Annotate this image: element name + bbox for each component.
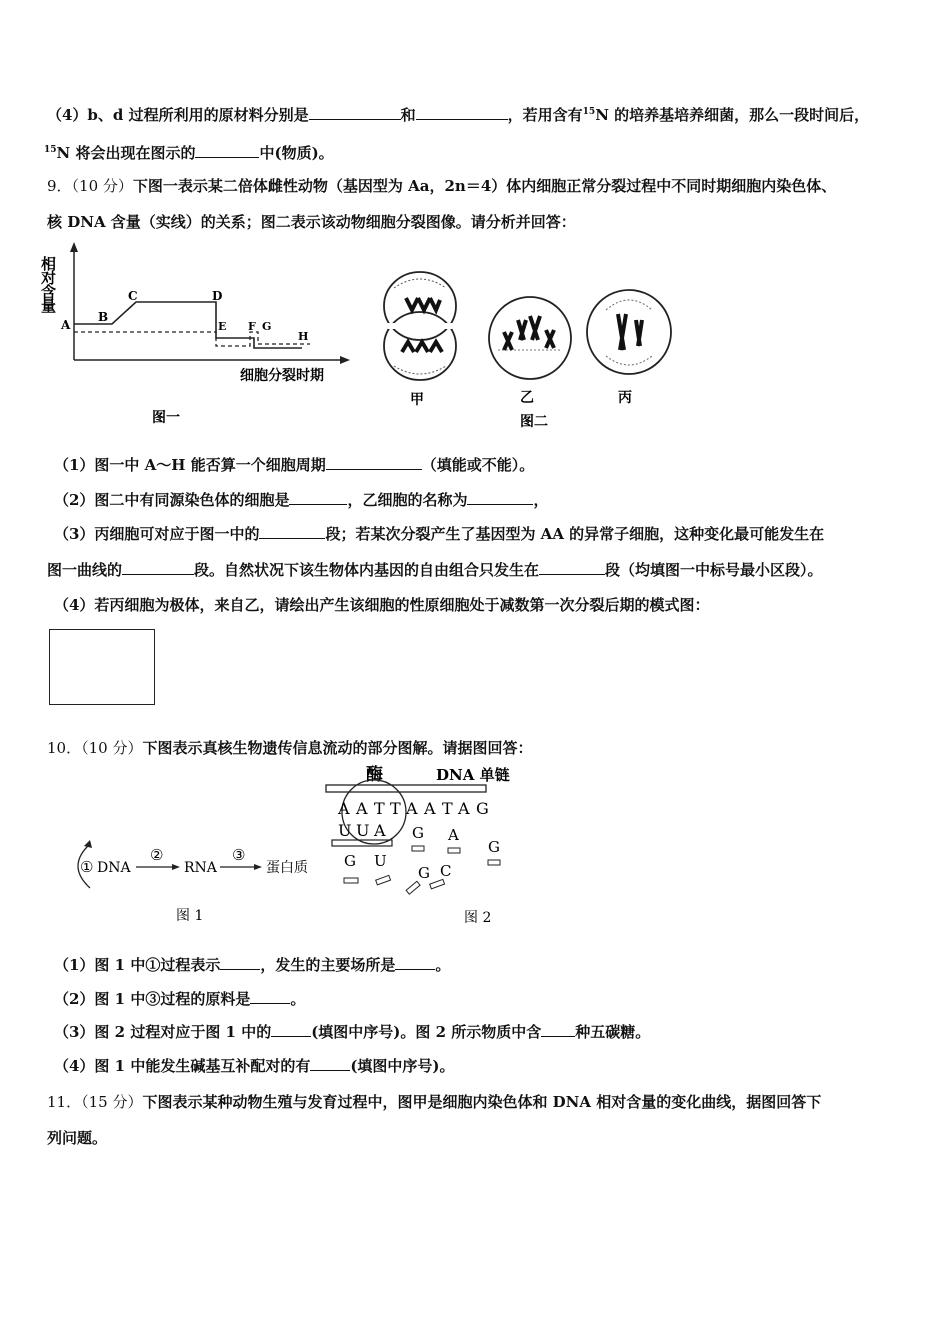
base: A <box>458 799 470 818</box>
nucleotide <box>448 848 460 853</box>
sub-question-text: （1）图 1 中①过程表示 <box>54 956 221 974</box>
question-stem: 下图表示某种动物生殖与发育过程中，图甲是细胞内染色体和 DNA 相对含量的变化曲线，据图回答下 <box>142 1093 822 1111</box>
answer-blank[interactable] <box>250 989 290 1004</box>
point-label-f: F <box>248 320 256 333</box>
q9-figure2 <box>380 270 680 432</box>
sub-question-text: （4）若丙细胞为极体，来自乙，请绘出产生该细胞的性原细胞处于减数第一次分裂后期的模式图： <box>54 596 710 614</box>
q10-figure1 <box>70 830 330 930</box>
nucleotide <box>412 846 424 851</box>
nucleotide <box>488 860 500 865</box>
point-label-b: B <box>98 310 109 324</box>
base: G <box>476 799 489 818</box>
sub-question-text: （2）图二中有同源染色体的细胞是 <box>54 491 290 509</box>
base: G <box>412 824 424 842</box>
q10-stem <box>47 738 532 758</box>
y-axis-arrow <box>70 242 78 252</box>
rna-label: RNA <box>184 860 217 876</box>
loop-arrowhead <box>84 840 92 848</box>
sub-question-text: 段。自然状况下该生物体内基因的自由组合只发生在 <box>194 561 540 579</box>
base: A <box>424 799 436 818</box>
drawing-answer-box[interactable] <box>49 629 155 705</box>
protein-label: 蛋白质 <box>266 860 308 876</box>
point-label-a: A <box>61 318 71 332</box>
base: A <box>448 826 459 844</box>
q10-sub3 <box>54 1022 650 1042</box>
cell-bing <box>587 290 671 406</box>
process-label-2: ② <box>150 846 164 864</box>
q9-sub1 <box>54 455 534 475</box>
question-number: 11． <box>47 1093 82 1111</box>
sub-question-text: 。 <box>435 956 451 974</box>
base: T <box>390 799 401 818</box>
answer-blank[interactable] <box>310 1056 350 1071</box>
x-axis-arrow <box>340 356 350 364</box>
q8-text: 中(物质)。 <box>259 144 334 162</box>
sub-question-text: ， <box>533 491 549 509</box>
q9-sub3-line2 <box>47 560 823 580</box>
answer-blank[interactable] <box>395 955 435 970</box>
enzyme-label: 酶 <box>366 765 383 785</box>
sub-question-text: 。 <box>290 990 306 1008</box>
question-score: （10 分） <box>71 177 133 195</box>
base: A <box>356 799 368 818</box>
cell-label-yi: 乙 <box>520 390 534 406</box>
nucleotide <box>406 881 420 894</box>
answer-blank[interactable] <box>539 560 605 575</box>
base: G <box>488 838 500 856</box>
x-axis-label: 细胞分裂时期 <box>240 368 324 384</box>
q9-figure1 <box>39 240 364 430</box>
q8-text: N 的培养基培养细菌，那么一段时间后， <box>595 106 870 124</box>
figure-caption: 图二 <box>520 414 548 430</box>
q11-stem-line1 <box>47 1092 821 1112</box>
q8-sub4-line1 <box>47 102 869 125</box>
question-number: 9． <box>47 177 72 195</box>
sub-question-text: （3）丙细胞可对应于图一中的 <box>54 525 260 543</box>
q10-sub2 <box>54 989 305 1009</box>
base: T <box>374 799 385 818</box>
q9-sub2 <box>54 490 548 510</box>
arrowhead <box>172 864 180 870</box>
base: T <box>442 799 453 818</box>
sub-question-text: 段（均填图一中标号最小区段）。 <box>605 561 823 579</box>
q9-stem-line1 <box>47 176 836 196</box>
answer-blank[interactable] <box>541 1022 575 1037</box>
base: A <box>406 799 418 818</box>
base: C <box>440 862 452 880</box>
figure-caption: 图 2 <box>464 910 492 926</box>
point-label-h: H <box>298 330 309 343</box>
q8-text: N 将会出现在图示的 <box>56 144 196 162</box>
base: G <box>418 864 430 882</box>
dna-label: DNA <box>97 860 131 876</box>
sub-question-text: 图一曲线的 <box>47 561 123 579</box>
sub-question-text: 段；若某次分裂产生了基因型为 AA 的异常子细胞，这种变化最可能发生在 <box>325 525 825 543</box>
q10-sub1 <box>54 955 450 975</box>
point-label-c: C <box>128 289 138 303</box>
sub-question-text: ，乙细胞的名称为 <box>347 491 468 509</box>
cell-label-bing: 丙 <box>618 390 632 406</box>
dna-strand-label: DNA 单链 <box>436 766 510 784</box>
q11-stem-line2 <box>47 1128 107 1148</box>
answer-blank[interactable] <box>467 490 533 505</box>
question-stem: 列问题。 <box>47 1129 108 1147</box>
cell-yi <box>489 297 571 406</box>
process-label-1: ① <box>80 858 94 876</box>
answer-blank[interactable] <box>122 560 194 575</box>
answer-blank[interactable] <box>309 105 401 120</box>
cell-label-jia: 甲 <box>410 392 424 408</box>
answer-blank[interactable] <box>271 1022 311 1037</box>
q8-text: （4）b、d 过程所利用的原材料分别是 <box>47 106 309 124</box>
question-score: （15 分） <box>81 1093 143 1111</box>
question-number: 10． <box>47 739 82 757</box>
answer-blank[interactable] <box>259 524 325 539</box>
q9-stem-line2 <box>47 212 576 232</box>
sub-question-text: （填能或不能）。 <box>421 456 535 474</box>
sub-question-text: (填图中序号)。图 2 所示物质中含 <box>311 1023 542 1041</box>
arrowhead <box>254 864 262 870</box>
cell-jia <box>384 272 456 408</box>
base: U <box>374 852 387 870</box>
q9-sub3-line1 <box>54 524 824 544</box>
chromosome-content-curve <box>74 332 310 346</box>
process-label-3: ③ <box>232 846 246 864</box>
q8-text: 和 <box>400 106 416 124</box>
q10-sub4 <box>54 1056 455 1076</box>
answer-blank[interactable] <box>220 955 260 970</box>
q8-text: ，若用含有 <box>507 106 583 124</box>
nucleotide <box>344 878 358 883</box>
sub-question-text: ，发生的主要场所是 <box>260 956 396 974</box>
sub-question-text: （2）图 1 中③过程的原料是 <box>54 990 251 1008</box>
sub-question-text: 种五碳糖。 <box>575 1023 651 1041</box>
point-label-d: D <box>212 289 223 303</box>
nucleotide <box>430 879 445 888</box>
answer-blank[interactable] <box>289 490 347 505</box>
sub-question-text: （3）图 2 过程对应于图 1 中的 <box>54 1023 272 1041</box>
y-axis-label <box>39 256 57 313</box>
question-stem: 下图一表示某二倍体雌性动物（基因型为 Aa，2n＝4）体内细胞正常分裂过程中不同时期细胞内染色体、 <box>132 177 837 195</box>
figure-caption: 图 1 <box>176 908 204 924</box>
base: A <box>374 821 386 840</box>
base: U <box>356 821 370 840</box>
point-label-e: E <box>218 320 227 333</box>
base: U <box>338 821 352 840</box>
base: G <box>344 852 356 870</box>
q10-figure2 <box>322 760 522 930</box>
answer-blank[interactable] <box>326 455 422 470</box>
answer-blank[interactable] <box>195 143 259 158</box>
question-score: （10 分） <box>81 739 143 757</box>
point-label-g: G <box>262 320 272 333</box>
template-bases <box>337 799 489 818</box>
superscript: 15 <box>582 107 596 117</box>
question-stem: 核 DNA 含量（实线）的关系；图二表示该动物细胞分裂图像。请分析并回答： <box>47 213 576 231</box>
answer-blank[interactable] <box>416 105 508 120</box>
q8-sub4-line2 <box>44 140 334 163</box>
nucleotide <box>376 875 391 884</box>
question-stem: 下图表示真核生物遗传信息流动的部分图解。请据图回答： <box>142 739 533 757</box>
q9-sub4 <box>54 595 709 615</box>
base: A <box>338 799 350 818</box>
sub-question-text: （1）图一中 A～H 能否算一个细胞周期 <box>54 456 326 474</box>
y-axis-label-text: 相对含量 <box>39 256 57 312</box>
figure-caption: 图一 <box>152 410 180 426</box>
superscript: 15 <box>44 145 57 155</box>
sub-question-text: (填图中序号)。 <box>350 1057 455 1075</box>
sub-question-text: （4）图 1 中能发生碱基互补配对的有 <box>54 1057 311 1075</box>
